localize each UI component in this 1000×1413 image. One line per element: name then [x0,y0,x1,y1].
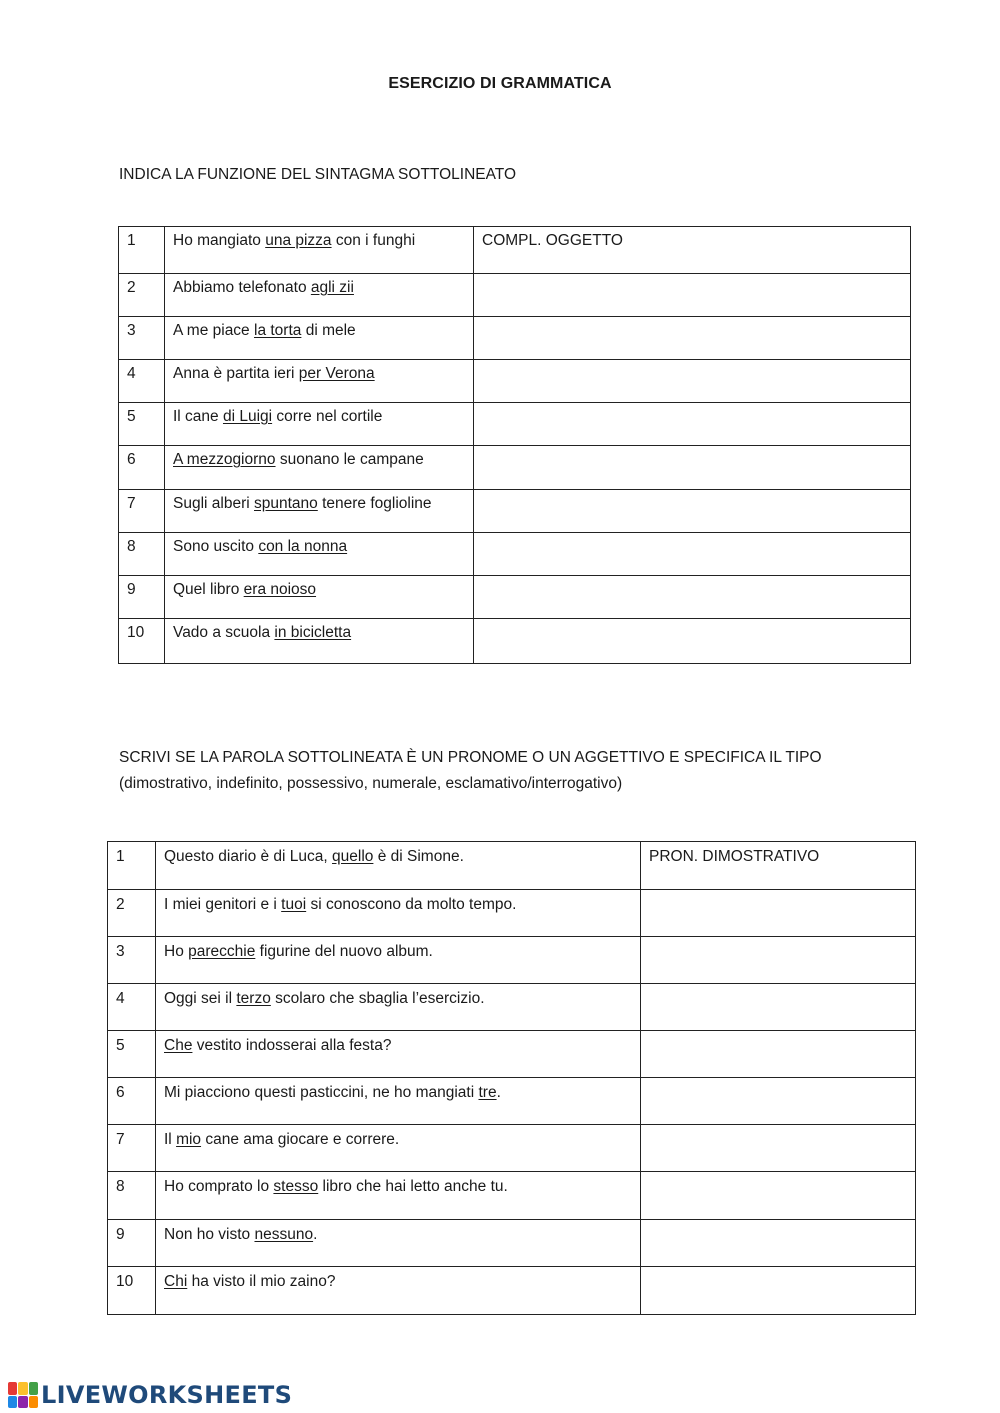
row-number: 8 [108,1172,156,1220]
sentence-text: Il [164,1131,177,1148]
underlined-phrase: la torta [254,322,302,339]
section1-instruction: INDICA LA FUNZIONE DEL SINTAGMA SOTTOLINEATO [119,166,517,183]
sentence [165,227,474,274]
row-number: 9 [119,576,165,619]
sentence [165,490,474,533]
underlined-phrase: Chi [164,1273,188,1290]
answer-field[interactable] [641,890,916,937]
sentence-text: con i funghi [331,232,416,249]
sentence [165,619,474,664]
row-number: 9 [108,1220,156,1267]
answer-field[interactable] [474,446,911,490]
underlined-phrase: nessuno [254,1226,314,1243]
function-exercise-row [119,490,911,533]
function-exercise-row [119,317,911,360]
sentence-text: Oggi sei il [164,990,237,1007]
sentence-text: si conoscono da molto tempo. [306,896,517,913]
row-number: 7 [108,1125,156,1172]
logo-block [8,1382,17,1395]
row-number: 10 [119,619,165,664]
sentence-text: cane ama giocare e correre. [201,1131,400,1148]
pronoun-exercise-row [108,1172,916,1220]
pronoun-exercise-row [108,937,916,984]
sentence [165,446,474,490]
sentence-text: Sono uscito [173,538,259,555]
logo-text: LIVEWORKSHEETS [41,1381,293,1409]
sentence-text: Sugli alberi [173,495,254,512]
section2-instruction-types: (dimostrativo, indefinito, possessivo, numerale, esclamativo/interrogativo) [119,775,623,792]
sentence-text: vestito indosserai alla festa? [192,1037,392,1054]
row-number: 8 [119,533,165,576]
pronoun-exercise-row [108,1031,916,1078]
sentence-text: Abbiamo telefonato [173,279,311,296]
sentence [165,360,474,403]
sentence-text: Ho mangiato [173,232,266,249]
sentence-text: corre nel cortile [272,408,383,425]
answer-field[interactable] [474,274,911,317]
function-exercise-row [119,360,911,403]
answer-field[interactable] [641,1031,916,1078]
pronoun-exercise-row [108,1220,916,1267]
sentence [165,317,474,360]
underlined-phrase: agli zii [310,279,354,296]
logo-block [8,1396,17,1409]
function-exercise-row [119,533,911,576]
sentence-text: tenere foglioline [317,495,432,512]
pronoun-exercise-row [108,842,916,890]
answer-field[interactable] [641,984,916,1031]
underlined-phrase: tuoi [281,896,307,913]
sentence-text: . [496,1084,501,1101]
answer-field[interactable] [474,317,911,360]
sentence [156,1220,641,1267]
sentence-text: figurine del nuovo album. [255,943,433,960]
underlined-phrase: una pizza [265,232,332,249]
sentence-text: . [313,1226,318,1243]
underlined-phrase: terzo [236,990,271,1007]
answer-field[interactable]: COMPL. OGGETTO [474,227,911,274]
row-number: 2 [119,274,165,317]
underlined-phrase: A mezzogiorno [173,451,276,468]
answer-field[interactable] [474,619,911,664]
underlined-phrase: quello [332,848,374,865]
sentence-text: suonano le campane [275,451,424,468]
sentence [156,937,641,984]
row-number: 6 [119,446,165,490]
sentence-text: ha visto il mio zaino? [187,1273,336,1290]
answer-field[interactable] [474,360,911,403]
function-exercise-row [119,619,911,664]
answer-field[interactable] [474,403,911,446]
function-exercise-row [119,446,911,490]
row-number: 1 [108,842,156,890]
sentence-text: scolaro che sbaglia l’esercizio. [270,990,485,1007]
function-exercise-row [119,227,911,274]
section2-instruction: SCRIVI SE LA PAROLA SOTTOLINEATA È UN PRONOME O UN AGGETTIVO E SPECIFICA IL TIPO [119,749,822,766]
pronoun-adjective-table [107,841,916,1315]
sentence [156,1267,641,1315]
function-exercise-row [119,576,911,619]
pronoun-exercise-row [108,890,916,937]
sentence [165,533,474,576]
underlined-phrase: spuntano [254,495,318,512]
function-exercise-row [119,274,911,317]
pronoun-exercise-row [108,984,916,1031]
sentence [156,1125,641,1172]
row-number: 5 [119,403,165,446]
row-number: 2 [108,890,156,937]
sentence-text: libro che hai letto anche tu. [318,1178,508,1195]
row-number: 7 [119,490,165,533]
sentence-text: Non ho visto [164,1226,255,1243]
row-number: 10 [108,1267,156,1315]
answer-field[interactable] [641,937,916,984]
liveworksheets-logo[interactable] [8,1380,292,1410]
row-number: 3 [119,317,165,360]
sentence-text: Ho [164,943,189,960]
pronoun-exercise-row [108,1125,916,1172]
sentence [165,274,474,317]
answer-field[interactable] [641,1267,916,1315]
sentence-text: di mele [301,322,356,339]
underlined-phrase: Che [164,1037,193,1054]
underlined-phrase: era noioso [243,581,317,598]
underlined-phrase: di Luigi [222,408,273,425]
page-title: ESERCIZIO DI GRAMMATICA [388,75,612,92]
liveworksheets-blocks-icon [8,1382,38,1408]
sentence-text: Ho comprato lo [164,1178,274,1195]
underlined-phrase: tre [478,1084,497,1101]
sentence [156,1078,641,1125]
sentence [156,1172,641,1220]
row-number: 4 [108,984,156,1031]
sentence-text: A me piace [173,322,254,339]
answer-field[interactable] [474,576,911,619]
answer-field[interactable] [641,1125,916,1172]
sentence [156,842,641,890]
sentence [156,1031,641,1078]
logo-block [29,1396,38,1409]
function-exercise-row [119,403,911,446]
row-number: 6 [108,1078,156,1125]
row-number: 5 [108,1031,156,1078]
row-number: 3 [108,937,156,984]
sentence-text: Vado a scuola [173,624,275,641]
sentence-text: I miei genitori e i [164,896,282,913]
pronoun-exercise-row [108,1267,916,1315]
pronoun-exercise-row [108,1078,916,1125]
underlined-phrase: per Verona [298,365,375,382]
answer-field[interactable] [641,1220,916,1267]
function-exercise-table [118,226,911,664]
sentence-text: Anna è partita ieri [173,365,299,382]
logo-block [29,1382,38,1395]
sentence [165,403,474,446]
underlined-phrase: mio [176,1131,202,1148]
answer-field[interactable] [474,490,911,533]
sentence-text: Mi piacciono questi pasticcini, ne ho mangiati [164,1084,479,1101]
sentence-text: Il cane [173,408,223,425]
row-number: 4 [119,360,165,403]
answer-field[interactable] [474,533,911,576]
logo-block [18,1382,27,1395]
underlined-phrase: stesso [273,1178,319,1195]
sentence-text: Questo diario è di Luca, [164,848,333,865]
sentence-text: Quel libro [173,581,244,598]
underlined-phrase: parecchie [188,943,256,960]
sentence-text: è di Simone. [373,848,464,865]
answer-field[interactable] [641,1078,916,1125]
sentence [165,576,474,619]
underlined-phrase: con la nonna [258,538,348,555]
section2-instruction-block [119,745,919,797]
answer-field[interactable]: PRON. DIMOSTRATIVO [641,842,916,890]
sentence [156,984,641,1031]
sentence [156,890,641,937]
logo-block [18,1396,27,1409]
row-number: 1 [119,227,165,274]
answer-field[interactable] [641,1172,916,1220]
underlined-phrase: in bicicletta [274,624,352,641]
